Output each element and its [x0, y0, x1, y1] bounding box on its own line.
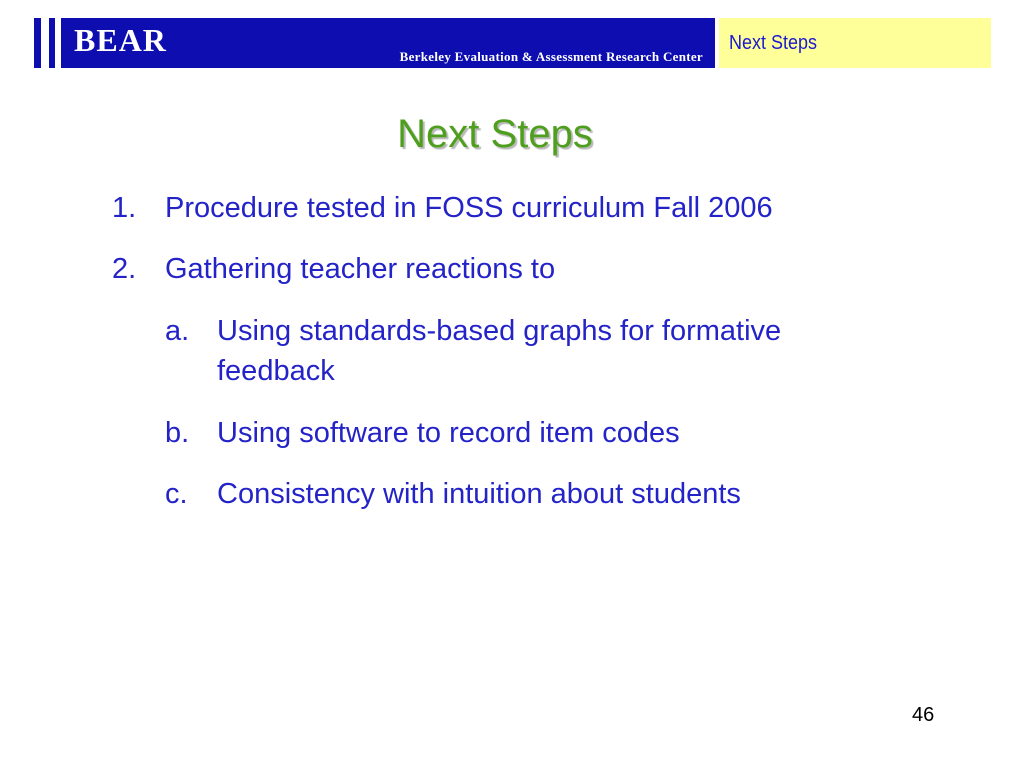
- list-item: Procedure tested in FOSS curriculum Fall 2006: [165, 192, 773, 224]
- sublist-marker: b.: [165, 417, 190, 449]
- organization-name: Berkeley Evaluation & Assessment Research Center: [399, 49, 703, 64]
- header-stripe: [34, 18, 41, 68]
- sublist-item: Consistency with intuition about students: [217, 478, 741, 510]
- list-item: Gathering teacher reactions to: [165, 253, 556, 285]
- slide-title: Next Steps: [397, 112, 593, 156]
- sublist-marker: a.: [165, 315, 190, 347]
- list-marker: 1.: [112, 192, 137, 224]
- bear-logo-banner: [61, 18, 715, 68]
- sublist-item-continuation: feedback: [217, 355, 335, 387]
- page-number: 46: [912, 704, 935, 726]
- logo-text: BEAR: [74, 22, 167, 58]
- sublist-item: Using standards-based graphs for formative: [217, 315, 782, 347]
- sublist-item: Using software to record item codes: [217, 417, 680, 449]
- sublist-marker: c.: [165, 478, 188, 510]
- list-marker: 2.: [112, 253, 137, 285]
- section-label-box: [719, 18, 991, 68]
- section-label: Next Steps: [729, 32, 818, 54]
- header-stripe: [49, 18, 55, 68]
- slide-header: [0, 0, 1024, 80]
